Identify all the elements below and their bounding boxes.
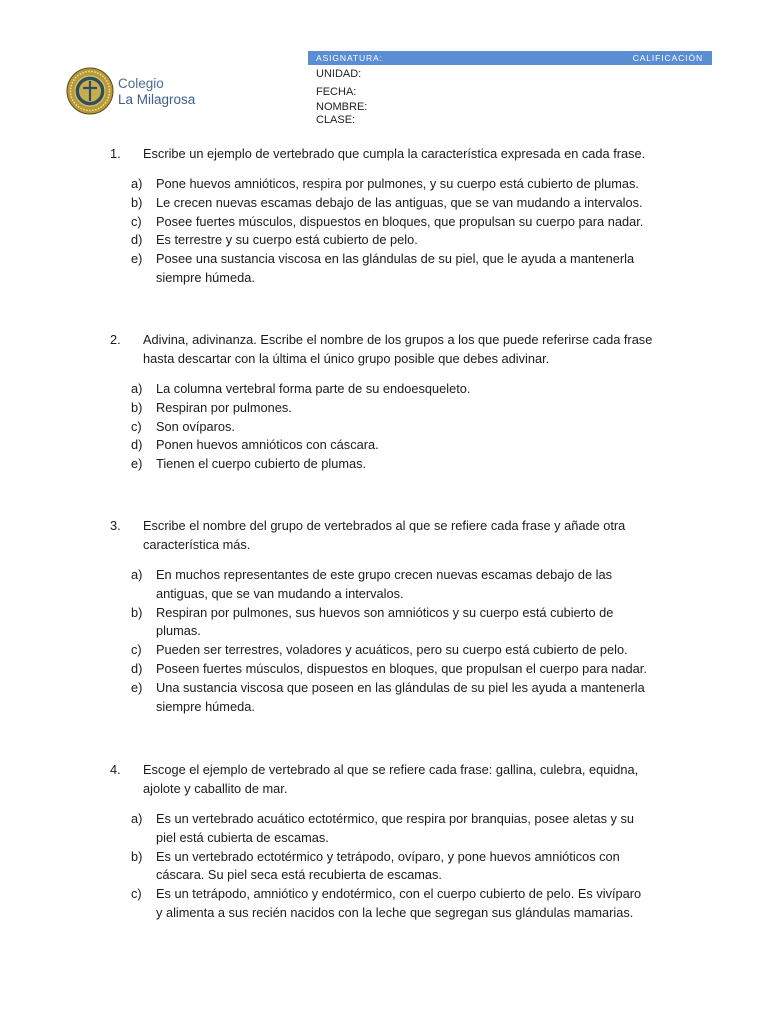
item-letter: b) (131, 399, 143, 415)
question-prompt (0, 144, 768, 163)
item-text-line: plumas. (156, 623, 201, 639)
list-item (0, 885, 768, 923)
item-text-line: Es un tetrápodo, amniótico y endotérmico, con el cuerpo cubierto de pelo. Es vivíparo (156, 886, 642, 902)
question-text-line: Escribe un ejemplo de vertebrado que cumpla la característica expresada en cada frase. (143, 146, 646, 161)
school-logo (64, 60, 198, 122)
item-text-line: y alimenta a sus recién nacidos con la leche que segregan sus glándulas mamarias. (156, 904, 634, 920)
item-text-line: Posee una sustancia viscosa en las glándulas de su piel, que le ayuda a mantenerla (156, 251, 635, 267)
item-letter: a) (131, 381, 143, 396)
list-item (0, 436, 768, 455)
item-text-line: Pueden ser terrestres, voladores y acuáticos, pero su cuerpo está cubierto de pelo. (156, 642, 628, 658)
question-prompt (0, 516, 768, 554)
list-item (0, 231, 768, 250)
question-text-line: ajolote y caballito de mar. (143, 781, 288, 796)
question-text-line: Escribe el nombre del grupo de vertebrados al que se refiere cada frase y añade otra (143, 518, 626, 533)
subject-label: ASIGNATURA: (316, 53, 383, 63)
list-item (0, 455, 768, 474)
question-number: 4. (110, 762, 121, 777)
item-letter: e) (131, 679, 143, 695)
list-item (0, 604, 768, 642)
item-text-line: Pone huevos amnióticos, respira por pulmones, y su cuerpo está cubierto de plumas. (156, 176, 639, 191)
date-field-label: FECHA: (316, 86, 357, 98)
question-2 (0, 330, 768, 474)
item-text-line: siempre húmeda. (156, 698, 255, 714)
answer-items (0, 566, 768, 716)
unit-field-label: UNIDAD: (316, 68, 362, 80)
list-item (0, 641, 768, 660)
item-letter: c) (131, 642, 142, 658)
item-text-line: Es un vertebrado acuático ectotérmico, que respira por branquias, posee aletas y su (156, 811, 635, 826)
item-letter: d) (131, 232, 143, 248)
list-item (0, 213, 768, 232)
list-item (0, 848, 768, 886)
question-text-line: Adivina, adivinanza. Escribe el nombre de los grupos a los que puede referirse cada frase (143, 332, 653, 347)
item-text-line: En muchos representantes de este grupo crecen nuevas escamas debajo de las (156, 567, 612, 582)
item-text-line: Son ovíparos. (156, 418, 235, 434)
item-letter: c) (131, 418, 142, 434)
school-crest-icon (66, 67, 114, 115)
item-letter: b) (131, 848, 143, 864)
item-letter: a) (131, 176, 143, 191)
item-letter: a) (131, 567, 143, 582)
question-number: 3. (110, 518, 121, 533)
item-text-line: Respiran por pulmones. (156, 399, 292, 415)
item-letter: c) (131, 213, 142, 229)
item-letter: d) (131, 660, 143, 676)
question-text-line: hasta descartar con la última el único grupo posible que debes adivinar. (143, 351, 550, 366)
list-item (0, 660, 768, 679)
logo-text-school-name: La Milagrosa (118, 92, 196, 107)
item-letter: c) (131, 886, 142, 902)
list-item (0, 399, 768, 418)
answer-items (0, 380, 768, 474)
question-1 (0, 144, 768, 288)
item-letter: d) (131, 437, 143, 453)
item-text-line: Una sustancia viscosa que poseen en las glándulas de su piel les ayuda a mantenerla (156, 679, 645, 695)
question-text-line: Escoge el ejemplo de vertebrado al que se refiere cada frase: gallina, culebra, equidna, (143, 762, 639, 777)
question-prompt (0, 760, 768, 798)
item-text-line: Tienen el cuerpo cubierto de plumas. (156, 456, 367, 472)
list-item (0, 175, 768, 194)
item-text-line: antiguas, que se van mudando a intervalos. (156, 585, 404, 601)
list-item (0, 679, 768, 717)
answer-items (0, 175, 768, 288)
item-letter: e) (131, 456, 143, 472)
grade-label: CALIFICACIÓN (632, 53, 703, 63)
question-text-line: característica más. (143, 537, 251, 552)
question-number: 1. (110, 146, 121, 161)
item-text-line: Respiran por pulmones, sus huevos son amnióticos y su cuerpo está cubierto de (156, 604, 614, 620)
list-item (0, 810, 768, 848)
answer-items (0, 810, 768, 923)
list-item (0, 418, 768, 437)
item-text-line: Es terrestre y su cuerpo está cubierto de pelo. (156, 232, 418, 248)
item-letter: b) (131, 194, 143, 210)
logo-text-colegio: Colegio (118, 76, 164, 91)
list-item (0, 194, 768, 213)
item-text-line: piel está cubierta de escamas. (156, 829, 329, 845)
item-text-line: La columna vertebral forma parte de su endoesqueleto. (156, 381, 471, 396)
item-text-line: Poseen fuertes músculos, dispuestos en bloques, que propulsan el cuerpo para nadar. (156, 660, 647, 676)
item-letter: b) (131, 604, 143, 620)
question-prompt (0, 330, 768, 368)
item-letter: a) (131, 811, 143, 826)
class-field-label: CLASE: (316, 114, 356, 126)
header-bar (308, 51, 712, 65)
item-text-line: Le crecen nuevas escamas debajo de las antiguas, que se van mudando a intervalos. (156, 194, 643, 210)
item-text-line: Posee fuertes músculos, dispuestos en bloques, que propulsan su cuerpo para nadar. (156, 213, 644, 229)
list-item (0, 566, 768, 604)
item-text-line: Ponen huevos amnióticos con cáscara. (156, 437, 379, 453)
name-field-label: NOMBRE: (316, 101, 368, 113)
list-item (0, 250, 768, 288)
item-letter: e) (131, 251, 143, 267)
list-item (0, 380, 768, 399)
question-3 (0, 516, 768, 716)
item-text-line: cáscara. Su piel seca está recubierta de escamas. (156, 867, 442, 883)
item-text-line: Es un vertebrado ectotérmico y tetrápodo, ovíparo, y pone huevos amnióticos con (156, 848, 620, 864)
item-text-line: siempre húmeda. (156, 269, 255, 285)
question-number: 2. (110, 332, 121, 347)
question-4 (0, 760, 768, 923)
